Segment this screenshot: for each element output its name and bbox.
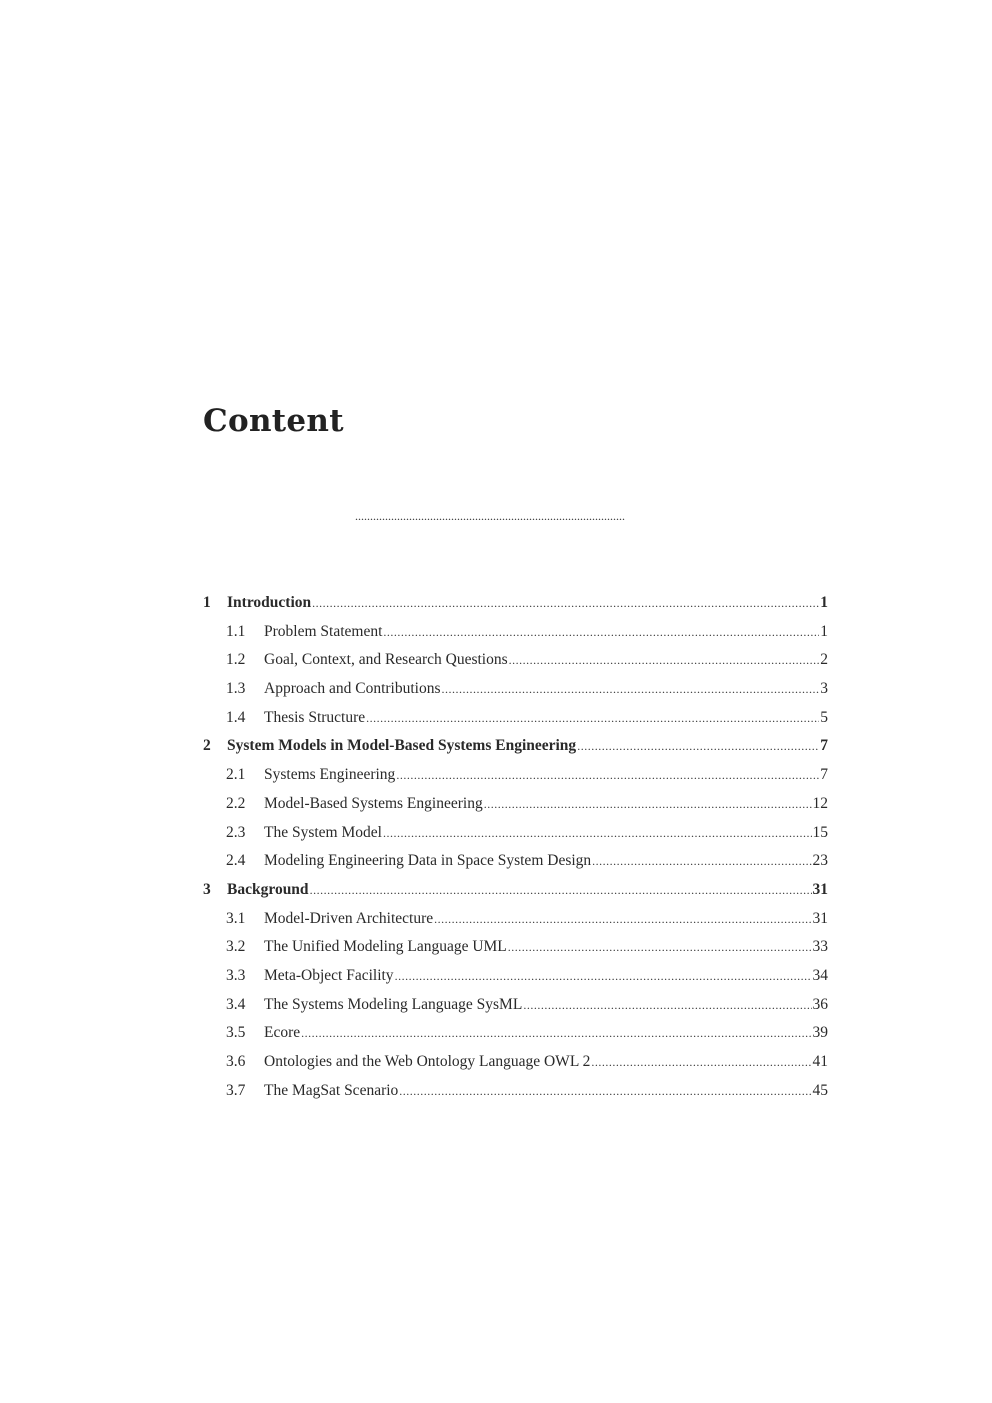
toc-entry-title: Systems Engineering xyxy=(264,766,396,784)
toc-entry-page-number: 39 xyxy=(812,1024,828,1042)
toc-dot-leader xyxy=(310,881,812,899)
toc-section-entry[interactable] xyxy=(203,1053,828,1082)
toc-dot-leader xyxy=(396,766,819,784)
toc-entry-number: 1.4 xyxy=(226,708,246,726)
toc-dot-leader xyxy=(434,910,811,928)
toc-entry-page-number: 45 xyxy=(812,1081,828,1099)
toc-dot-leader xyxy=(383,623,819,641)
toc-dot-leader xyxy=(312,594,819,612)
toc-entry-title: The System Model xyxy=(264,823,382,841)
toc-entry-page-number: 33 xyxy=(812,938,828,956)
toc-dot-leader xyxy=(383,824,812,842)
toc-entry-number: 3.1 xyxy=(226,909,246,927)
toc-entry-number: 1.2 xyxy=(226,651,246,669)
toc-entry-title: The Systems Modeling Language SysML xyxy=(264,995,523,1013)
toc-entry-page-number: 3 xyxy=(820,680,828,698)
toc-section-entry[interactable] xyxy=(203,680,828,709)
toc-entry-number: 2 xyxy=(203,737,211,755)
toc-dot-leader xyxy=(509,651,820,669)
toc-entry-number: 1.1 xyxy=(226,622,246,640)
toc-entry-title: Approach and Contributions xyxy=(264,680,441,698)
toc-entry-title: The Unified Modeling Language UML xyxy=(264,938,507,956)
toc-entry-title: Goal, Context, and Research Questions xyxy=(264,651,508,669)
toc-dot-leader xyxy=(399,1082,811,1100)
toc-section-entry[interactable] xyxy=(203,709,828,738)
toc-dot-leader xyxy=(523,996,811,1014)
toc-entry-number: 1.3 xyxy=(226,680,246,698)
toc-dot-leader xyxy=(395,967,812,985)
toc-entry-number: 3.3 xyxy=(226,966,246,984)
toc-entry-page-number: 15 xyxy=(812,823,828,841)
toc-entry-title: Problem Statement xyxy=(264,622,383,640)
toc-entry-number: 3 xyxy=(203,880,211,898)
toc-dot-leader xyxy=(592,852,811,870)
toc-section-entry[interactable] xyxy=(203,795,828,824)
toc-dot-leader xyxy=(301,1024,811,1042)
toc-dot-leader xyxy=(508,938,812,956)
toc-chapter-entry[interactable] xyxy=(203,881,828,910)
toc-section-entry[interactable] xyxy=(203,651,828,680)
toc-section-entry[interactable] xyxy=(203,910,828,939)
toc-entry-page-number: 5 xyxy=(820,708,828,726)
toc-entry-page-number: 34 xyxy=(812,966,828,984)
toc-entry-title: Model-Based Systems Engineering xyxy=(264,794,483,812)
toc-entry-title: System Models in Model-Based Systems Engineering xyxy=(227,737,577,755)
toc-entry-title: Ecore xyxy=(264,1024,301,1042)
toc-section-entry[interactable] xyxy=(203,623,828,652)
toc-dot-leader xyxy=(484,795,812,813)
toc-entry-title: Introduction xyxy=(227,594,312,611)
toc-entry-page-number: 1 xyxy=(820,594,828,611)
toc-entry-page-number: 23 xyxy=(812,852,828,870)
toc-entry-title: Background xyxy=(227,880,309,898)
toc-section-entry[interactable] xyxy=(203,938,828,967)
table-of-contents xyxy=(203,594,828,1110)
toc-entry-number: 1 xyxy=(203,594,211,611)
toc-entry-page-number: 31 xyxy=(812,880,828,898)
toc-section-entry[interactable] xyxy=(203,824,828,853)
toc-entry-number: 2.3 xyxy=(226,823,246,841)
toc-entry-page-number: 41 xyxy=(812,1053,828,1070)
toc-chapter-entry[interactable] xyxy=(203,737,828,766)
toc-section-entry[interactable] xyxy=(203,996,828,1025)
toc-entry-title: The MagSat Scenario xyxy=(264,1081,399,1099)
toc-entry-number: 3.2 xyxy=(226,938,246,956)
toc-dot-leader xyxy=(442,680,820,698)
toc-entry-number: 3.5 xyxy=(226,1024,246,1042)
toc-section-entry[interactable] xyxy=(203,967,828,996)
toc-entry-number: 3.7 xyxy=(226,1081,246,1099)
toc-entry-number: 2.1 xyxy=(226,766,246,784)
toc-chapter-entry[interactable] xyxy=(203,594,828,623)
toc-entry-page-number: 31 xyxy=(812,909,828,927)
toc-entry-title: Thesis Structure xyxy=(264,708,366,726)
toc-dot-leader xyxy=(591,1053,811,1071)
toc-entry-title: Meta-Object Facility xyxy=(264,966,394,984)
toc-entry-number: 2.2 xyxy=(226,794,246,812)
toc-entry-page-number: 2 xyxy=(820,651,828,669)
toc-section-entry[interactable] xyxy=(203,766,828,795)
toc-entry-title: Ontologies and the Web Ontology Language OWL 2 xyxy=(264,1053,591,1070)
dotted-separator: .......................................................................................... xyxy=(355,509,625,523)
toc-entry-number: 2.4 xyxy=(226,852,246,870)
toc-entry-page-number: 12 xyxy=(812,794,828,812)
page-title: Content xyxy=(203,403,344,439)
toc-entry-number: 3.6 xyxy=(226,1053,246,1070)
toc-entry-page-number: 7 xyxy=(820,766,828,784)
toc-entry-page-number: 7 xyxy=(820,737,828,755)
toc-entry-number: 3.4 xyxy=(226,995,246,1013)
toc-section-entry[interactable] xyxy=(203,852,828,881)
toc-entry-title: Modeling Engineering Data in Space System Design xyxy=(264,852,592,870)
toc-section-entry[interactable] xyxy=(203,1024,828,1053)
toc-entry-page-number: 36 xyxy=(812,995,828,1013)
toc-section-entry[interactable] xyxy=(203,1082,828,1111)
toc-entry-page-number: 1 xyxy=(820,622,828,640)
toc-entry-title: Model-Driven Architecture xyxy=(264,909,434,927)
toc-dot-leader xyxy=(577,737,819,755)
toc-dot-leader xyxy=(366,709,819,727)
